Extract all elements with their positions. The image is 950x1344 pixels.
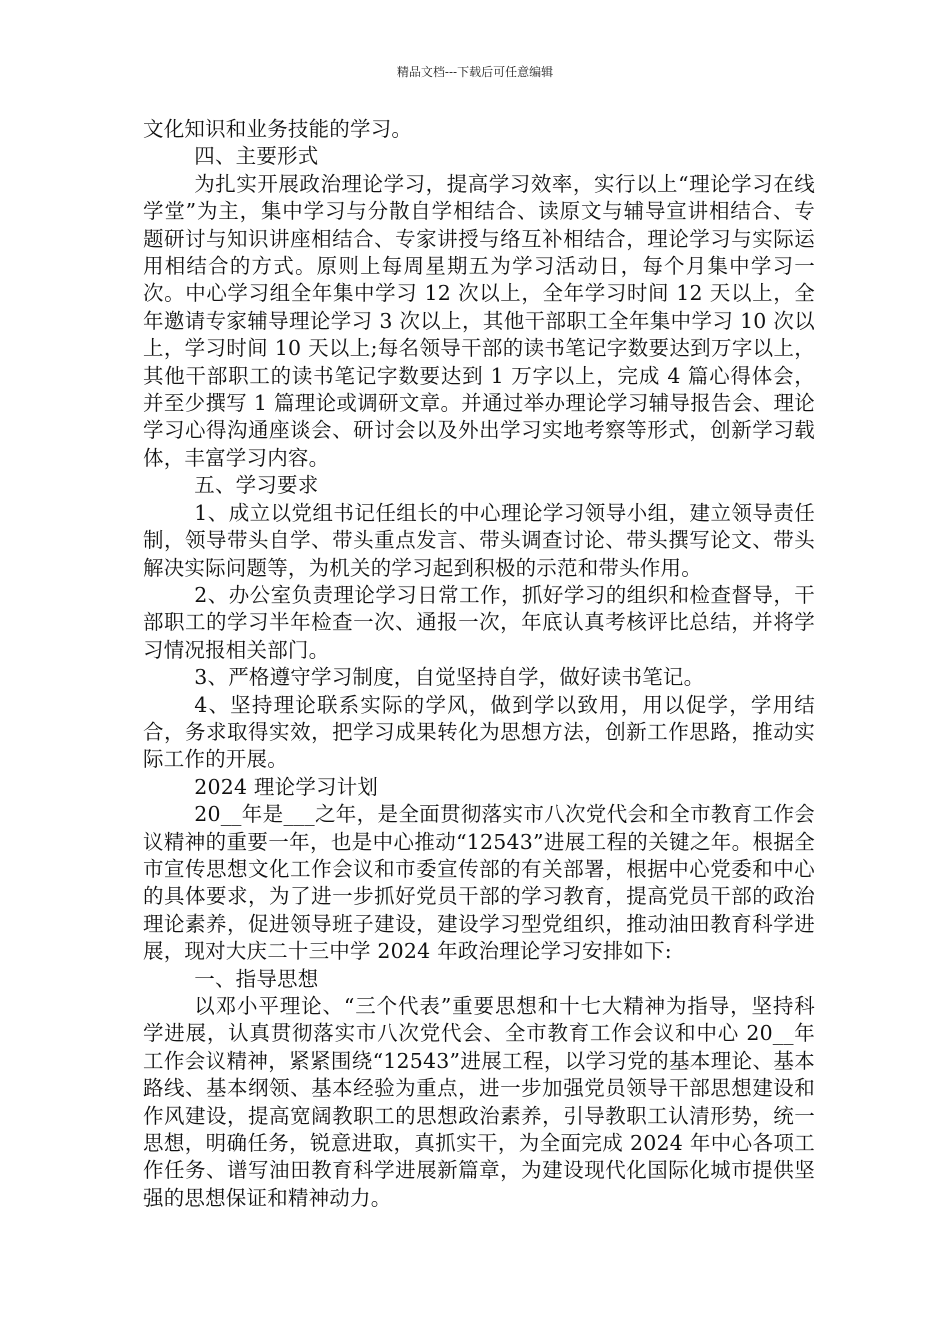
paragraph-guiding-thought: 以邓小平理论、“三个代表”重要思想和十七大精神为指导，坚持科学进展，认真贯彻落实市八次党代会、全市教育工作会议和中心 20__年工作会议精神，紧紧围绕“12543”进展工程，以学习党的基本理论、基本路线、基本纲领、基本经验为重点，进一步加强党员领导干部思想建设和作风建设，提高宽阔教职工的思想政治素养，引导教职工认清形势，统一思想，明确任务，锐意进取，真抓实干，为全面完成 2024 年中心各项工作任务、谱写油田教育科学进展新篇章，为建设现代化国际化城市提供坚强的思想保证和精神动力。: [143, 994, 815, 1210]
paragraph-requirement-1: 1、成立以党组书记任组长的中心理论学习领导小组，建立领导责任制，领导带头自学、带头重点发言、带头调查讨论、带头撰写论文、带头解决实际问题等，为机关的学习起到积极的示范和带头作用。: [143, 500, 815, 580]
document-body: [143, 116, 815, 1212]
paragraph-requirement-3: 3、严格遵守学习制度，自觉坚持自学，做好读书笔记。: [194, 665, 705, 690]
paragraph-main-forms: 为扎实开展政治理论学习，提高学习效率，实行以上“理论学习在线学堂”为主，集中学习与分散自学相结合、读原文与辅导宣讲相结合、专题研讨与知识讲座相结合、专家讲授与络互补相结合，理论学习与实际运用相结合的方式。原则上每周星期五为学习活动日，每个月集中学习一次。中心学习组全年集中学习 12 次以上，全年学习时间 12 天以上，全年邀请专家辅导理论学习 3 次以上，其他干部职工全年集中学习 10 次以上，学习时间 10 天以上;每名领导干部的读书笔记字数要达到万字以上，其他干部职工的读书笔记字数要达到 1 万字以上，完成 4 篇心得体会，并至少撰写 1 篇理论或调研文章。并通过举办理论学习辅导报告会、理论学习心得沟通座谈会、研讨会以及外出学习实地考察等形式，创新学习载体，丰富学习内容。: [143, 171, 815, 470]
page-header: 精品文档---下载后可任意编辑: [396, 65, 554, 79]
paragraph-plan-intro: 20__年是___之年，是全面贯彻落实市八次党代会和全市教育工作会议精神的重要一年，也是中心推动“12543”进展工程的关键之年。根据全市宣传思想文化工作会议和市委宣传部的有关部署，根据中心党委和中心的具体要求，为了进一步抓好党员干部的学习教育，提高党员干部的政治理论素养，促进领导班子建设，建设学习型党组织，推动油田教育科学进展，现对大庆二十三中学 2024 年政治理论学习安排如下:: [143, 802, 815, 964]
section-heading-guiding-thought: 一、指导思想: [194, 966, 319, 991]
paragraph-requirement-4: 4、坚持理论联系实际的学风，做到学以致用，用以促学，学用结合，务求取得实效，把学习成果转化为思想方法，创新工作思路，推动实际工作的开展。: [143, 692, 815, 772]
section-heading-requirements: 五、学习要求: [194, 473, 319, 498]
document-title-2024-plan: 2024 理论学习计划: [194, 774, 379, 799]
section-heading-main-forms: 四、主要形式: [194, 144, 319, 169]
paragraph-continuation: 文化知识和业务技能的学习。: [143, 117, 413, 141]
paragraph-requirement-2: 2、办公室负责理论学习日常工作，抓好学习的组织和检查督导，干部职工的学习半年检查一次、通报一次，年底认真考核评比总结，并将学习情况报相关部门。: [143, 582, 815, 662]
